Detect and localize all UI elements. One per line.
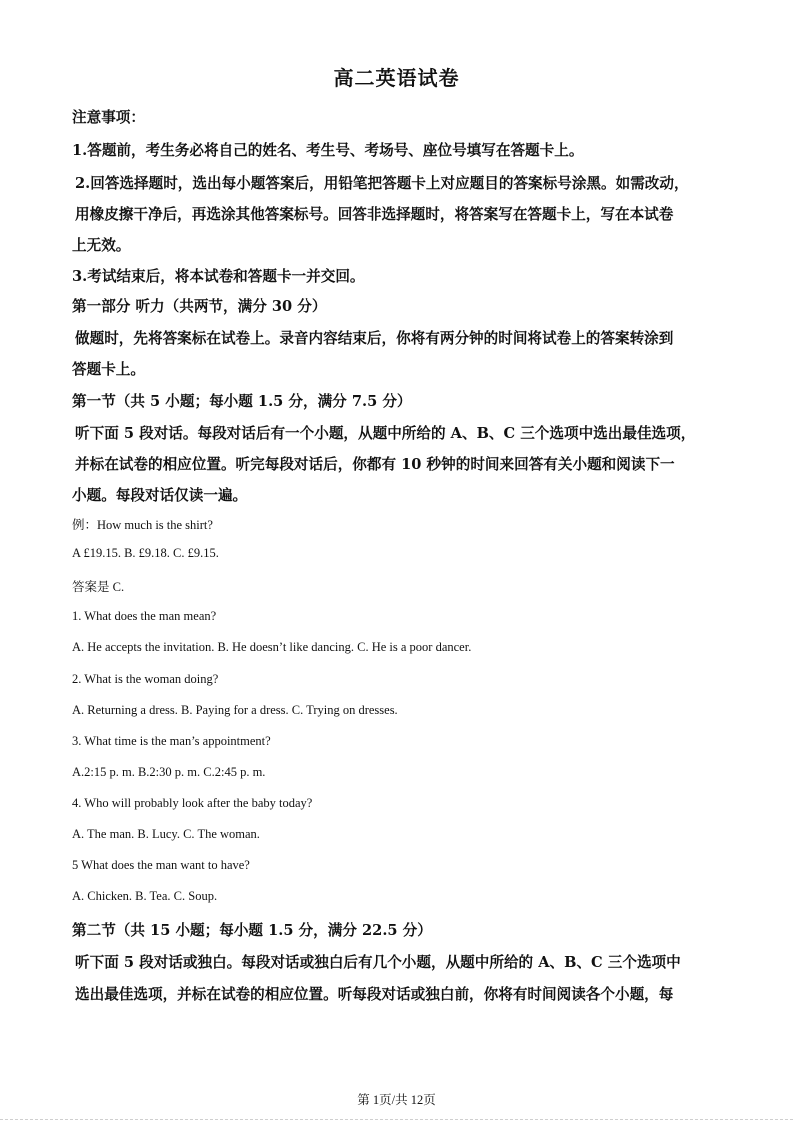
section2-heading: 第二节（共 15 小题；每小题 1.5 分，满分 22.5 分）	[72, 922, 432, 939]
question-options: A. The man. B. Lucy. C. The woman.	[72, 827, 260, 841]
section1-instruction: 听下面 5 段对话。每段对话后有一个小题，从题中所给的 A、B、C 三个选项中选出最佳选项，	[75, 425, 696, 442]
part1-instruction: 做题时，先将答案标在试卷上。录音内容结束后，你将有两分钟的时间将试卷上的答案转涂到	[75, 330, 674, 347]
page-title: 高二英语试卷	[333, 66, 460, 90]
section1-instruction: 小题。每段对话仅读一遍。	[72, 487, 248, 504]
question-options: A. Returning a dress. B. Paying for a dress. C. Trying on dresses.	[72, 703, 398, 717]
question: 3. What time is the man’s appointment?	[72, 734, 271, 748]
notice-item: 3.考试结束后，将本试卷和答题卡一并交回。	[72, 268, 365, 285]
section2-instruction: 听下面 5 段对话或独白。每段对话或独白后有几个小题，从题中所给的 A、B、C 三个选项中	[75, 954, 681, 971]
example-answer: 答案是 C.	[72, 580, 125, 594]
example-options: A £19.15. B. £9.18. C. £9.15.	[72, 546, 219, 560]
question: 4. Who will probably look after the baby today?	[72, 796, 313, 810]
question-options: A.2:15 p. m. B.2:30 p. m. C.2:45 p. m.	[72, 765, 266, 779]
notice-heading: 注意事项：	[72, 109, 145, 126]
section2-instruction: 选出最佳选项，并标在试卷的相应位置。听每段对话或独白前，你将有时间阅读各个小题，每	[75, 986, 674, 1003]
notice-item: 用橡皮擦干净后，再选涂其他答案标号。回答非选择题时，将答案写在答题卡上，写在本试卷	[75, 206, 674, 223]
question: 5 What does the man want to have?	[72, 858, 250, 872]
example-question: 例：How much is the shirt?	[72, 518, 213, 532]
part1-instruction: 答题卡上。	[72, 361, 145, 378]
bottom-divider	[0, 1119, 793, 1121]
question: 2. What is the woman doing?	[72, 672, 219, 686]
question: 1. What does the man mean?	[72, 609, 217, 623]
notice-item: 2.回答选择题时，选出每小题答案后，用铅笔把答题卡上对应题目的答案标号涂黑。如需改动，	[75, 175, 689, 192]
notice-item: 上无效。	[72, 237, 131, 254]
page-footer: 第 1页/共 12页	[357, 1093, 436, 1107]
question-options: A. He accepts the invitation. B. He doesn’t like dancing. C. He is a poor dancer.	[72, 640, 472, 654]
question-options: A. Chicken. B. Tea. C. Soup.	[72, 889, 218, 903]
section1-instruction: 并标在试卷的相应位置。听完每段对话后，你都有 10 秒钟的时间来回答有关小题和阅读下一	[75, 456, 675, 473]
section1-heading: 第一节（共 5 小题；每小题 1.5 分，满分 7.5 分）	[72, 393, 412, 410]
part1-heading: 第一部分 听力（共两节，满分 30 分）	[72, 298, 327, 315]
notice-item: 1.答题前，考生务必将自己的姓名、考生号、考场号、座位号填写在答题卡上。	[72, 142, 584, 159]
